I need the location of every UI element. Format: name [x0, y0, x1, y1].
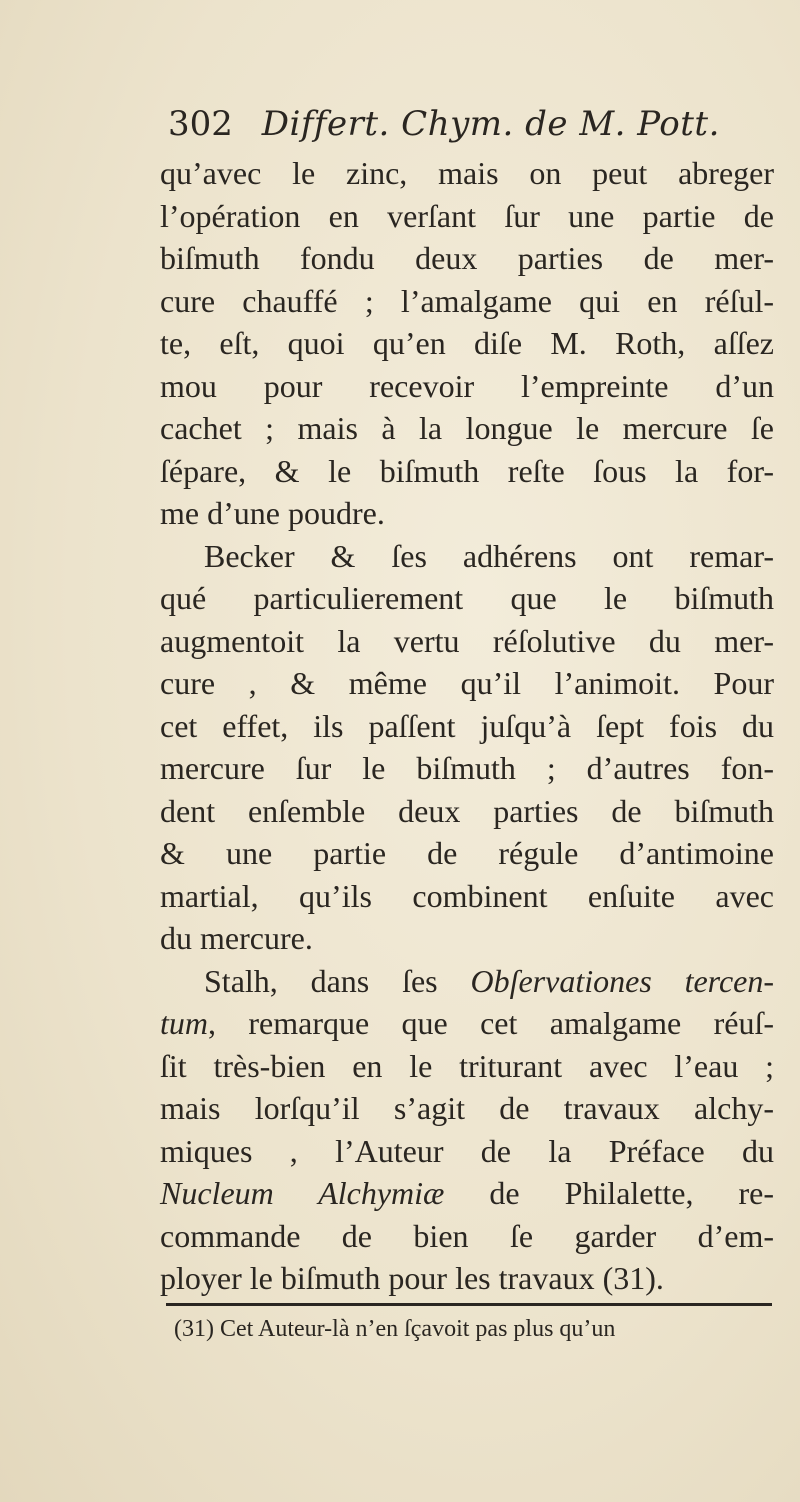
- italic-title: tum: [160, 1005, 208, 1041]
- running-title: Differt. Chym. de M. Pott.: [261, 104, 720, 144]
- text-span: de Philalette, re-: [444, 1175, 774, 1211]
- text-line: cachet ; mais à la longue le mercure ſe: [160, 410, 774, 446]
- text-line: biſmuth fondu deux parties de mer-: [160, 240, 774, 276]
- text-line: ſit très-bien en le triturant avec l’eau ;: [160, 1047, 774, 1084]
- text-line: l’opération en verſant ſur une partie de: [160, 197, 774, 234]
- text-line: martial, qu’ils combinent enſuite avec: [160, 877, 774, 914]
- text-line: me d’une poudre.: [160, 495, 385, 531]
- text-line: ſépare, & le biſmuth reſte ſous la for-: [160, 452, 774, 489]
- text-line: cet effet, ils paſſent juſqu’à ſept fois du: [160, 707, 774, 744]
- text-line: miques , l’Auteur de la Préface du: [160, 1132, 774, 1169]
- text-line: mou pour recevoir l’empreinte d’un: [160, 367, 774, 404]
- text-line: cure chauffé ; l’amalgame qui en réſul-: [160, 282, 774, 319]
- text-line: [160, 1172, 774, 1215]
- text-line: mais lorſqu’il s’agit de travaux alchy-: [160, 1090, 774, 1126]
- page-number: 302: [168, 104, 233, 144]
- footnote: (31) Cet Auteur-là n’en ſçavoit pas plus qu’un: [174, 1316, 616, 1342]
- text-line: Becker & ſes adhérens ont remar-: [204, 537, 774, 574]
- text-span: Stalh, dans ſes: [204, 962, 471, 999]
- text-line: commande de bien ſe garder d’em-: [160, 1217, 774, 1254]
- text-line: [160, 960, 774, 1003]
- italic-title: Obſervationes tercen-: [470, 962, 775, 999]
- text-line: [160, 1002, 774, 1045]
- body-text: [160, 152, 774, 1300]
- text-line: ployer le biſmuth pour les travaux (31).: [160, 1260, 664, 1296]
- text-line: augmentoit la vertu réſolutive du mer-: [160, 622, 774, 659]
- text-line: qu’avec le zinc, mais on peut abreger: [160, 155, 774, 191]
- text-line: dent enſemble deux parties de biſmuth: [160, 792, 774, 829]
- text-line: te, eſt, quoi qu’en diſe M. Roth, aſſez: [160, 325, 774, 361]
- footnote-rule: [166, 1303, 772, 1306]
- text-line: mercure ſur le biſmuth ; d’autres fon-: [160, 750, 774, 786]
- text-line: qué particulierement que le biſmuth: [160, 580, 774, 616]
- italic-title: Nucleum Alchymiæ: [160, 1175, 445, 1211]
- text-span: , remarque que cet amalgame réuſ-: [208, 1005, 774, 1041]
- text-line: du mercure.: [160, 920, 313, 956]
- text-line: cure , & même qu’il l’animoit. Pour: [160, 665, 774, 701]
- text-line: & une partie de régule d’antimoine: [160, 835, 774, 871]
